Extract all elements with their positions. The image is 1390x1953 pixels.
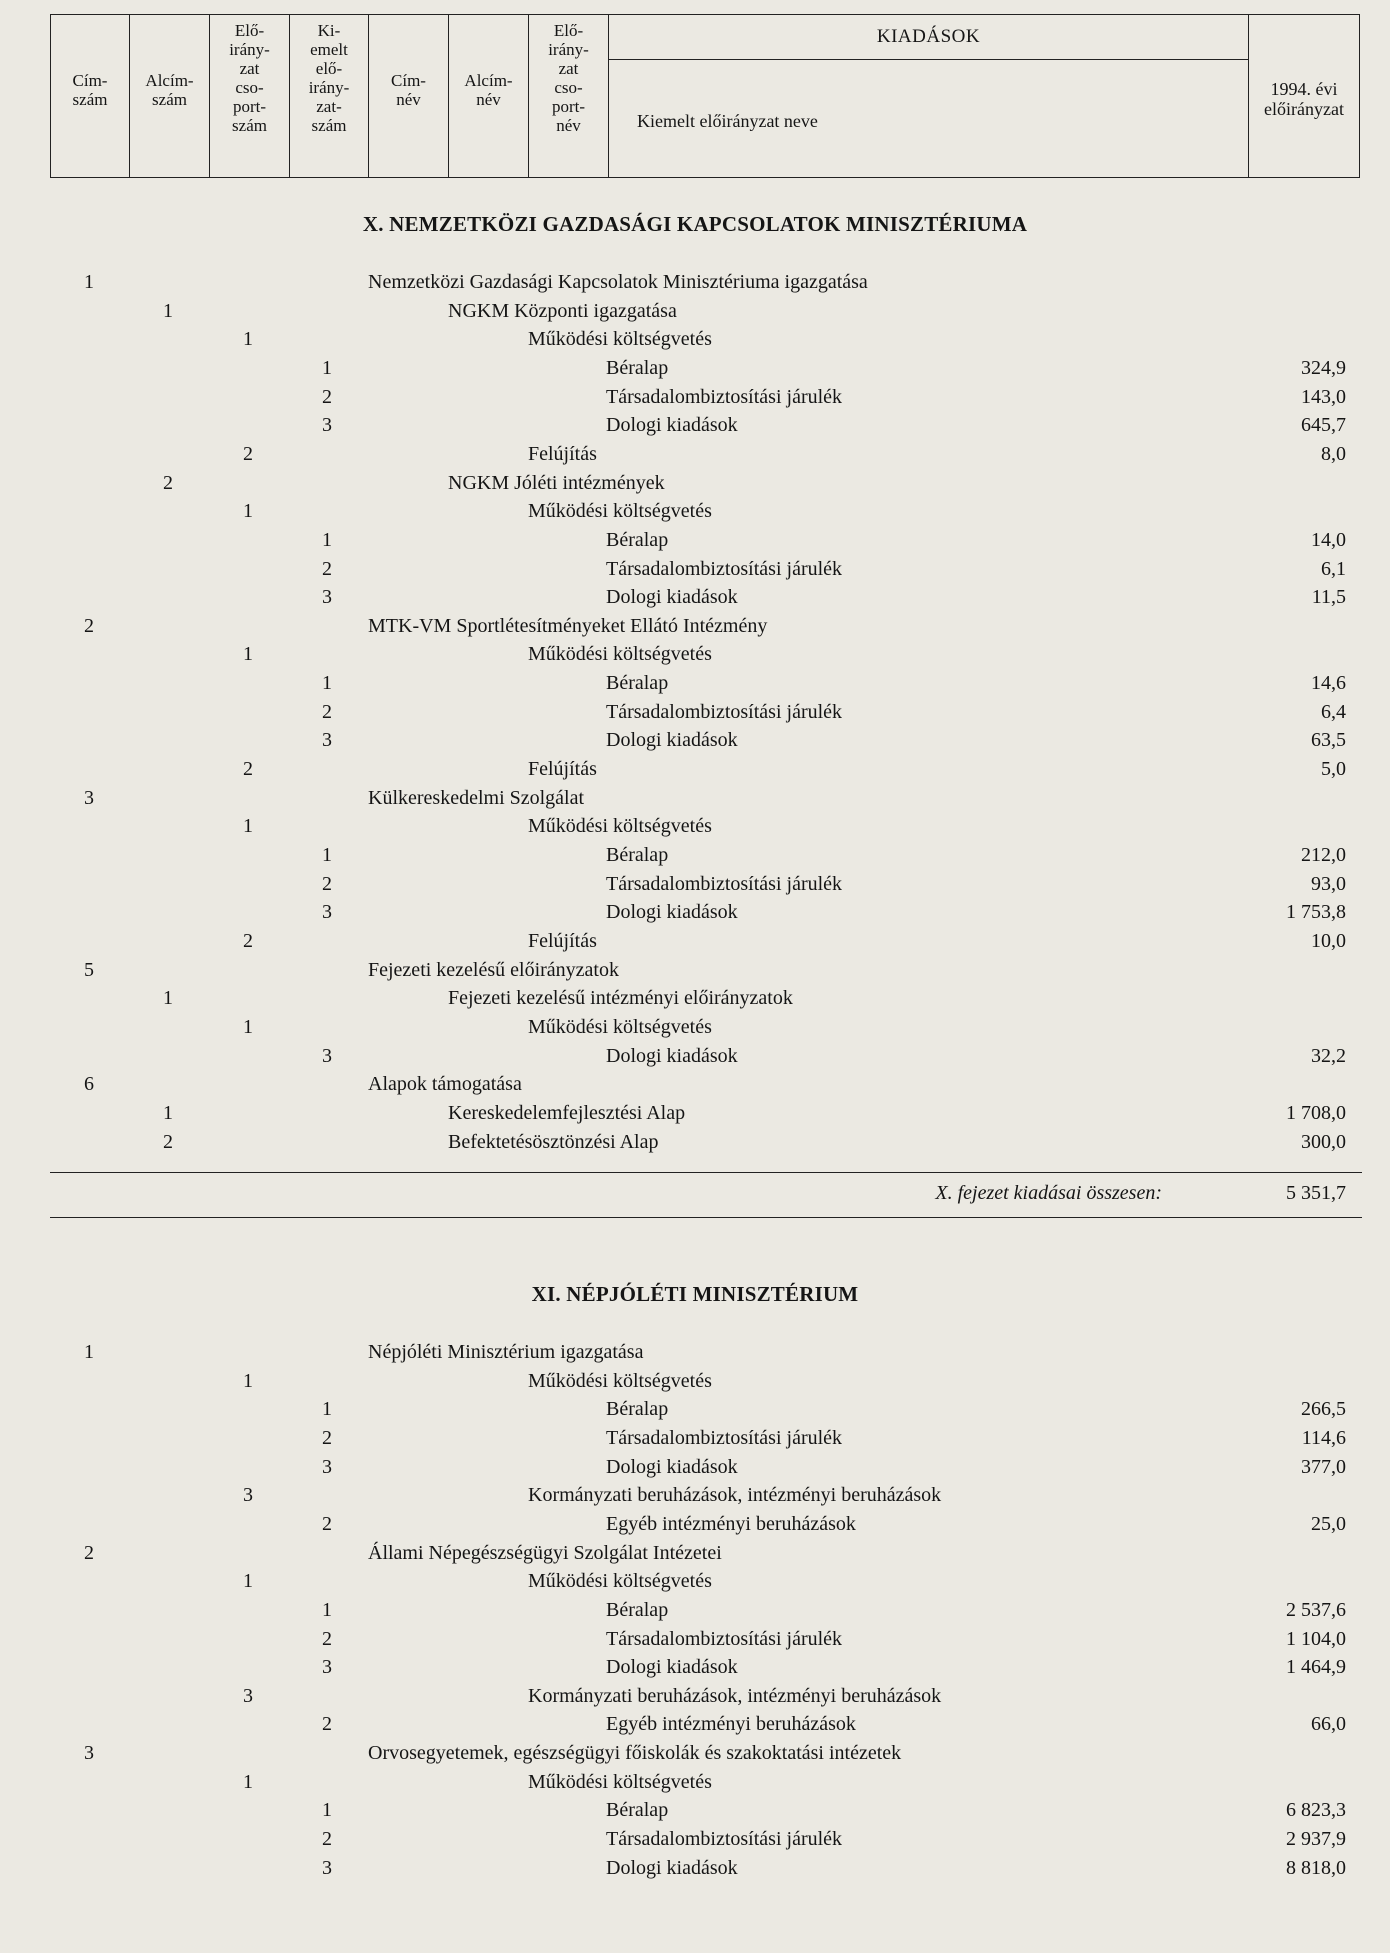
row-name: Működési költségvetés	[528, 643, 712, 666]
row-name: Nemzetközi Gazdasági Kapcsolatok Minisztériuma igazgatása	[368, 271, 868, 293]
row-name: Társadalombiztosítási járulék	[606, 385, 843, 408]
row-name: Működési költségvetés	[528, 500, 712, 523]
table-row	[0, 1338, 1390, 1366]
row-number: 2	[322, 1426, 332, 1449]
row-amount: 324,9	[1301, 356, 1346, 379]
row-number: 3	[84, 786, 94, 809]
row-amount: 8 818,0	[1286, 1856, 1346, 1879]
table-row	[0, 1768, 1390, 1796]
header-col-year	[1249, 15, 1359, 177]
table-row	[0, 297, 1390, 325]
row-name: Működési költségvetés	[528, 1369, 712, 1392]
row-number: 3	[322, 1044, 332, 1067]
table-row	[0, 956, 1390, 984]
header-alcimnev-text: Alcím- név	[464, 71, 513, 109]
table-row	[0, 1796, 1390, 1824]
row-amount: 25,0	[1311, 1512, 1346, 1535]
row-number: 3	[322, 729, 332, 752]
row-amount: 212,0	[1301, 844, 1346, 866]
table-row	[0, 1424, 1390, 1452]
row-amount: 66,0	[1311, 1713, 1346, 1736]
row-number: 2	[84, 614, 94, 637]
row-number: 1	[163, 987, 173, 1010]
table-row	[0, 841, 1390, 869]
row-name: Dologi kiadások	[606, 414, 738, 437]
row-number: 1	[243, 500, 253, 523]
row-number: 3	[322, 901, 332, 924]
row-amount: 2 537,6	[1286, 1598, 1346, 1621]
row-amount: 14,6	[1311, 672, 1346, 695]
row-name: Társadalombiztosítási járulék	[606, 700, 843, 723]
table-row	[0, 898, 1390, 926]
header-cimnev-text: Cím- név	[391, 71, 426, 109]
row-number: 3	[243, 1484, 253, 1507]
row-number: 2	[322, 1512, 332, 1535]
row-number: 3	[322, 1455, 332, 1478]
row-name: Kormányzati beruházások, intézményi beruházások	[528, 1684, 942, 1707]
row-name: Béralap	[606, 844, 669, 866]
table-row	[0, 497, 1390, 525]
table-row	[0, 1596, 1390, 1624]
row-number: 2	[322, 1713, 332, 1736]
total-rule-top	[50, 1172, 1362, 1173]
row-amount: 1 708,0	[1286, 1101, 1346, 1124]
table-row	[0, 870, 1390, 898]
row-name: NGKM Központi igazgatása	[448, 299, 677, 322]
row-name: Dologi kiadások	[606, 1044, 738, 1067]
row-number: 2	[243, 758, 253, 781]
header-col-eloir-csoport-szam	[210, 15, 290, 177]
row-name: Dologi kiadások	[606, 1656, 738, 1679]
header-col-alcimnev	[449, 15, 529, 177]
table-row	[0, 1395, 1390, 1423]
row-name: Működési költségvetés	[528, 1015, 712, 1038]
table-row	[0, 755, 1390, 783]
row-name: Működési költségvetés	[528, 1570, 712, 1593]
row-name: Társadalombiztosítási járulék	[606, 1426, 843, 1449]
row-name: Állami Népegészségügyi Szolgálat Intézetei	[368, 1541, 722, 1564]
table-row	[0, 354, 1390, 382]
row-amount: 377,0	[1301, 1455, 1346, 1478]
row-number: 1	[243, 815, 253, 838]
header-col-eloir-csoport-nev	[529, 15, 609, 177]
header-col-kiemelt-eloir-szam	[290, 15, 369, 177]
row-amount: 6,1	[1321, 557, 1346, 580]
table-row	[0, 1653, 1390, 1681]
row-name: NGKM Jóléti intézmények	[448, 471, 665, 494]
row-amount: 93,0	[1311, 872, 1346, 895]
header-alcimszam-text: Alcím- szám	[145, 71, 194, 109]
row-number: 3	[322, 586, 332, 609]
row-name: Társadalombiztosítási járulék	[606, 1627, 843, 1650]
row-name: Béralap	[606, 672, 669, 695]
table-row	[0, 1710, 1390, 1738]
total-rule-bottom	[50, 1217, 1362, 1218]
row-name: Dologi kiadások	[606, 729, 738, 752]
table-row	[0, 268, 1390, 296]
table-row	[0, 1481, 1390, 1509]
header-kiemelt-eloir-szam-text: Ki- emelt elő- irány- zat- szám	[308, 21, 350, 135]
row-name: Béralap	[606, 1598, 669, 1621]
table-row	[0, 1013, 1390, 1041]
row-number: 1	[243, 643, 253, 666]
table-row	[0, 1682, 1390, 1710]
table-row	[0, 1128, 1390, 1156]
table-row	[0, 1099, 1390, 1127]
row-name: Társadalombiztosítási járulék	[606, 1828, 843, 1851]
row-number: 2	[84, 1541, 94, 1564]
section-title: X. NEMZETKÖZI GAZDASÁGI KAPCSOLATOK MINISZTÉRIUMA	[362, 212, 1028, 236]
total-amount: 5 351,7	[1286, 1182, 1346, 1204]
row-number: 1	[322, 1598, 332, 1621]
table-row	[0, 698, 1390, 726]
row-number: 2	[322, 385, 332, 408]
row-amount: 11,5	[1311, 586, 1346, 609]
row-number: 1	[163, 1101, 173, 1124]
row-number: 1	[322, 1799, 332, 1822]
row-amount: 300,0	[1301, 1130, 1346, 1153]
table-row	[0, 1825, 1390, 1853]
row-number: 1	[243, 1369, 253, 1392]
table-row	[0, 812, 1390, 840]
row-amount: 6 823,3	[1286, 1799, 1346, 1822]
table-row	[0, 784, 1390, 812]
row-number: 1	[84, 271, 94, 293]
row-name: Működési költségvetés	[528, 328, 712, 351]
table-row	[0, 1070, 1390, 1098]
row-number: 2	[243, 929, 253, 952]
row-number: 2	[322, 872, 332, 895]
row-name: Felújítás	[528, 758, 597, 781]
row-amount: 1 753,8	[1286, 901, 1346, 924]
header-eloir-csoport-nev-text: Elő- irány- zat cso- port- név	[548, 21, 589, 135]
header-cimszam-text: Cím- szám	[72, 71, 108, 109]
table-row	[0, 927, 1390, 955]
table-row	[0, 555, 1390, 583]
table-row	[0, 984, 1390, 1012]
row-name: Béralap	[606, 528, 669, 551]
row-name: Külkereskedelmi Szolgálat	[368, 786, 585, 809]
row-amount: 14,0	[1311, 528, 1346, 551]
row-name: Működési költségvetés	[528, 1770, 712, 1793]
row-amount: 32,2	[1311, 1044, 1346, 1067]
row-amount: 1 464,9	[1286, 1656, 1346, 1679]
table-row	[0, 640, 1390, 668]
column-header-table	[50, 14, 1360, 178]
row-number: 1	[243, 1570, 253, 1593]
row-amount: 2 937,9	[1286, 1828, 1346, 1851]
row-amount: 5,0	[1321, 758, 1346, 781]
header-kiadasok-text: KIADÁSOK	[609, 15, 1248, 60]
row-amount: 266,5	[1301, 1398, 1346, 1421]
header-col-cimszam	[51, 15, 130, 177]
row-number: 2	[322, 700, 332, 723]
header-col-cimnev	[369, 15, 449, 177]
table-row	[0, 469, 1390, 497]
row-name: MTK-VM Sportlétesítményeket Ellátó Intézmény	[368, 614, 768, 637]
row-number: 2	[322, 1627, 332, 1650]
row-number: 1	[322, 844, 332, 866]
row-number: 2	[243, 442, 253, 465]
row-name: Fejezeti kezelésű intézményi előirányzatok	[448, 987, 793, 1010]
row-number: 1	[322, 356, 332, 379]
table-row	[0, 1453, 1390, 1481]
table-row	[0, 612, 1390, 640]
row-number: 3	[322, 1856, 332, 1879]
row-number: 1	[243, 328, 253, 351]
table-row	[0, 1625, 1390, 1653]
row-amount: 10,0	[1311, 929, 1346, 952]
table-row	[0, 1510, 1390, 1538]
table-row	[0, 1739, 1390, 1767]
table-row	[0, 440, 1390, 468]
row-name: Kereskedelemfejlesztési Alap	[448, 1101, 686, 1124]
row-name: Béralap	[606, 1398, 669, 1421]
row-name: Működési költségvetés	[528, 815, 712, 838]
row-number: 3	[243, 1684, 253, 1707]
row-number: 2	[322, 1828, 332, 1851]
row-name: Dologi kiadások	[606, 586, 738, 609]
row-number: 6	[84, 1073, 94, 1096]
row-number: 2	[163, 471, 173, 494]
row-number: 1	[84, 1341, 94, 1363]
row-amount: 63,5	[1311, 729, 1346, 752]
table-row	[0, 1539, 1390, 1567]
row-amount: 1 104,0	[1286, 1627, 1346, 1650]
row-name: Dologi kiadások	[606, 1455, 738, 1478]
row-number: 3	[322, 1656, 332, 1679]
row-name: Társadalombiztosítási járulék	[606, 557, 843, 580]
total-label: X. fejezet kiadásai összesen:	[935, 1182, 1162, 1204]
row-amount: 143,0	[1301, 385, 1346, 408]
row-number: 1	[243, 1015, 253, 1038]
table-row	[0, 411, 1390, 439]
row-name: Befektetésösztönzési Alap	[448, 1130, 659, 1153]
header-eloir-csoport-szam-text: Elő- irány- zat cso- port- szám	[229, 21, 270, 135]
row-number: 1	[322, 1398, 332, 1421]
table-row	[0, 1854, 1390, 1882]
table-row	[0, 583, 1390, 611]
table-row	[0, 383, 1390, 411]
row-number: 1	[322, 672, 332, 695]
row-name: Orvosegyetemek, egészségügyi főiskolák és szakoktatási intézetek	[368, 1742, 902, 1765]
header-kiemelt-nev-text: Kiemelt előirányzat neve	[637, 111, 818, 131]
row-name: Dologi kiadások	[606, 901, 738, 924]
row-name: Béralap	[606, 356, 669, 379]
row-amount: 114,6	[1301, 1426, 1346, 1449]
row-name: Dologi kiadások	[606, 1856, 738, 1879]
header-year-text: 1994. évi előirányzat	[1264, 79, 1344, 119]
table-row	[0, 1567, 1390, 1595]
row-number: 3	[84, 1742, 94, 1765]
row-name: Népjóléti Minisztérium igazgatása	[368, 1341, 644, 1363]
row-name: Felújítás	[528, 929, 597, 952]
header-col-kiadasok	[609, 15, 1249, 177]
row-name: Fejezeti kezelésű előirányzatok	[368, 958, 619, 981]
section-title: XI. NÉPJÓLÉTI MINISZTÉRIUM	[531, 1282, 859, 1306]
row-name: Egyéb intézményi beruházások	[606, 1713, 856, 1736]
row-number: 3	[322, 414, 332, 437]
row-name: Alapok támogatása	[368, 1073, 522, 1096]
header-col-alcimszam	[130, 15, 210, 177]
table-row	[0, 669, 1390, 697]
row-amount: 645,7	[1301, 414, 1346, 437]
row-amount: 8,0	[1321, 442, 1346, 465]
row-number: 1	[322, 528, 332, 551]
row-amount: 6,4	[1321, 700, 1346, 723]
row-number: 1	[243, 1770, 253, 1793]
row-name: Felújítás	[528, 442, 597, 465]
table-row	[0, 726, 1390, 754]
table-row	[0, 1042, 1390, 1070]
row-number: 5	[84, 958, 94, 981]
table-row	[0, 325, 1390, 353]
table-row	[0, 526, 1390, 554]
row-name: Egyéb intézményi beruházások	[606, 1512, 856, 1535]
table-row	[0, 1367, 1390, 1395]
row-number: 1	[163, 299, 173, 322]
row-name: Kormányzati beruházások, intézményi beruházások	[528, 1484, 942, 1507]
row-number: 2	[322, 557, 332, 580]
row-name: Béralap	[606, 1799, 669, 1822]
row-name: Társadalombiztosítási járulék	[606, 872, 843, 895]
row-number: 2	[163, 1130, 173, 1153]
